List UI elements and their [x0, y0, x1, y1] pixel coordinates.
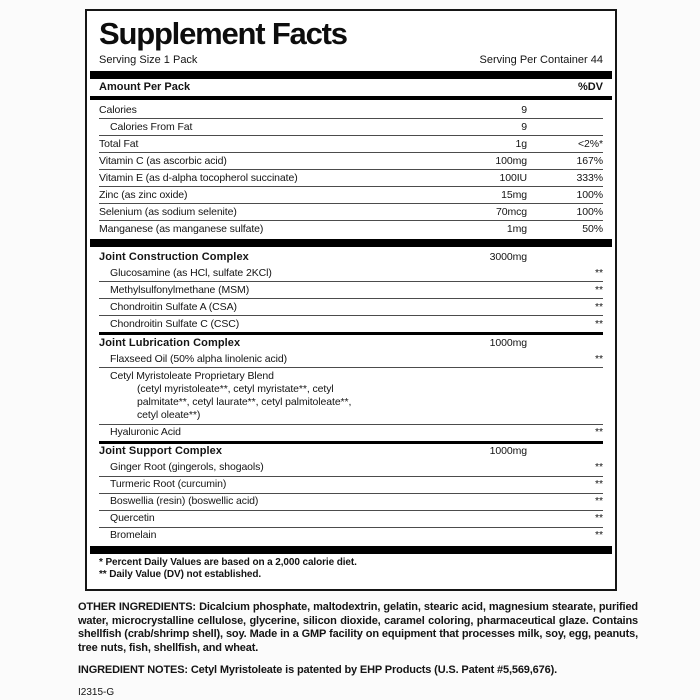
section-header-joint-lubrication: Joint Lubrication Complex 1000mg: [99, 332, 603, 351]
bottom-text-block: [78, 601, 638, 698]
serving-row: [99, 52, 603, 71]
ingredient-row-boswellia: Boswellia (resin) (boswellic acid) **: [99, 493, 603, 510]
section-header-joint-support: Joint Support Complex 1000mg: [99, 441, 603, 460]
ingredient-row-chondroitin-a: Chondroitin Sulfate A (CSA) **: [99, 298, 603, 315]
panel-title: Supplement Facts: [99, 16, 347, 51]
ingredient-row-flaxseed-oil: Flaxseed Oil (50% alpha linolenic acid) **: [110, 352, 603, 365]
amount-per-pack-header: Amount Per Pack: [99, 81, 191, 93]
section-header-joint-construction: Joint Construction Complex 3000mg: [99, 250, 527, 263]
supplement-facts-panel: [85, 9, 617, 591]
nutrient-row-calories: Calories 9: [99, 103, 527, 116]
column-header-row: [99, 79, 603, 96]
nutrient-row-selenium: Selenium (as sodium selenite) 70mcg 100%: [99, 203, 603, 220]
ingredient-row-bromelain: Bromelain **: [99, 527, 603, 544]
nutrient-rows: [99, 102, 603, 582]
ingredient-notes-label: INGREDIENT NOTES:: [78, 664, 188, 676]
ingredient-row-hyaluronic-acid: Hyaluronic Acid **: [99, 424, 603, 441]
other-ingredients-text: Dicalcium phosphate, maltodextrin, gelatin, stearic acid, magnesium stearate, purified water, microcrystalline cellulose, glycerine, silicon dioxide, caramel coloring, pharmaceutical glaze. Contains shellfish (crab/shrimp shell), soy. Made in a GMP facility on equipment that processes milk, soy, egg, peanuts, tree nuts, fish, shellfish, and wheat.: [78, 601, 638, 654]
nutrient-row-calories-from-fat: Calories From Fat 9: [99, 118, 603, 135]
divider-bar-top: [90, 71, 612, 79]
other-ingredients-paragraph: [78, 601, 638, 655]
nutrient-row-zinc: Zinc (as zinc oxide) 15mg 100%: [99, 186, 603, 203]
nutrient-row-vitamin-c: Vitamin C (as ascorbic acid) 100mg 167%: [99, 152, 603, 169]
nutrient-row-vitamin-e: Vitamin E (as d-alpha tocopherol succinate) 100IU 333%: [99, 169, 603, 186]
ingredient-row-ginger-root: Ginger Root (gingerols, shogaols) **: [110, 461, 603, 473]
divider-bar-sections: [90, 239, 612, 247]
servings-per-container: Serving Per Container 44: [479, 54, 603, 66]
footnote-dv-not-established: ** Daily Value (DV) not established.: [99, 569, 262, 580]
ingredient-row-cetyl-myristoleate-blend: Cetyl Myristoleate Proprietary Blend (cetyl myristoleate**, cetyl myristate**, cetyl palmitate**, cetyl laurate**, cetyl palmitoleate**, cetyl oleate**): [99, 367, 603, 424]
ingredient-row-msm: Methylsulfonylmethane (MSM) **: [99, 281, 603, 298]
dv-header: %DV: [577, 81, 603, 93]
other-ingredients-label: OTHER INGREDIENTS:: [78, 601, 196, 613]
item-code: I2315-G: [78, 686, 115, 698]
nutrient-row-total-fat: Total Fat 1g <2%*: [99, 135, 603, 152]
ingredient-row-quercetin: Quercetin **: [99, 510, 603, 527]
ingredient-notes-paragraph: [78, 664, 638, 678]
ingredient-row-turmeric-root: Turmeric Root (curcumin) **: [99, 476, 603, 493]
serving-size: Serving Size 1 Pack: [99, 54, 198, 66]
nutrient-row-manganese: Manganese (as manganese sulfate) 1mg 50%: [99, 220, 603, 237]
ingredient-row-chondroitin-c: Chondroitin Sulfate C (CSC) **: [99, 315, 603, 332]
footnote-daily-values: * Percent Daily Values are based on a 2,000 calorie diet.: [99, 556, 357, 568]
ingredient-notes-text: Cetyl Myristoleate is patented by EHP Products (U.S. Patent #5,569,676).: [190, 664, 557, 676]
ingredient-row-glucosamine: Glucosamine (as HCl, sulfate 2KCl) **: [110, 266, 603, 279]
divider-bar-footnotes: [90, 546, 612, 554]
footnotes: [99, 554, 603, 582]
divider-bar-header: [90, 96, 612, 100]
